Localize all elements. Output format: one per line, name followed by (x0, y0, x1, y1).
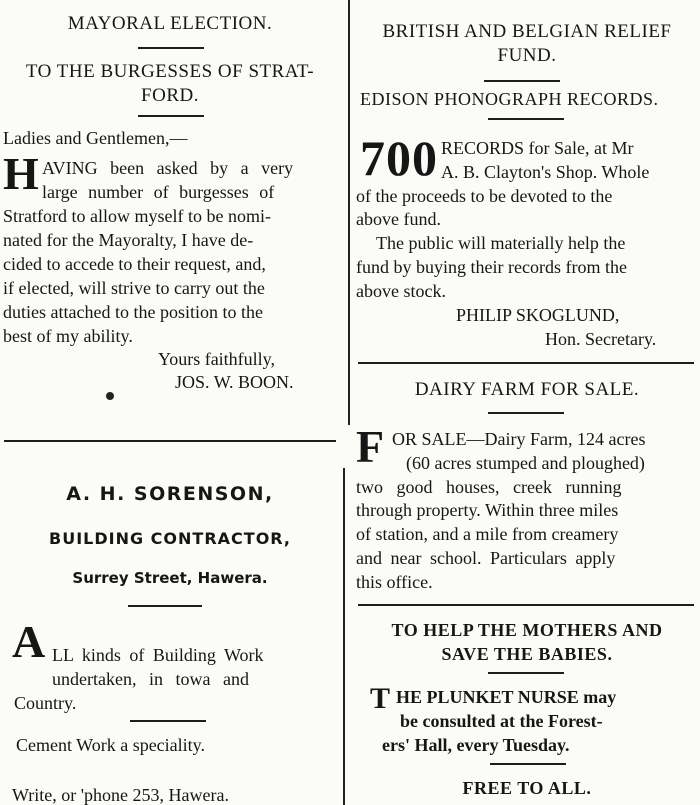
mayoral-salutation: Ladies and Gentlemen,— (3, 128, 188, 148)
relief-role: Hon. Secretary. (545, 329, 657, 349)
sorenson-text-line: undertaken, in towa and (52, 669, 249, 689)
mayoral-text-line: Stratford to allow myself to be nomi- (3, 206, 271, 226)
dairy-text-line: (60 acres stumped and ploughed) (406, 453, 645, 473)
sorenson-trade: BUILDING CONTRACTOR, (49, 529, 291, 548)
sorenson-contact: Write, or 'phone 253, Hawera. (12, 785, 229, 805)
relief-text-line: of the proceeds to be devoted to the (356, 186, 613, 206)
mayoral-text-line: if elected, will strive to carry out the (3, 278, 265, 298)
divider (488, 118, 564, 120)
sorenson-text-line: LL kinds of Building Work (52, 645, 264, 665)
divider (488, 412, 564, 414)
dairy-text-line: of station, and a mile from creamery (356, 524, 619, 544)
mayoral-heading: TO THE BURGESSES OF STRAT- (25, 61, 315, 82)
dairy-text-line: OR SALE—Dairy Farm, 124 acres (392, 429, 646, 449)
plunket-text-line: be consulted at the Forest- (400, 711, 603, 731)
drop-cap: F (356, 421, 385, 472)
mayoral-text-line: large number of burgesses of (42, 182, 275, 202)
column-rule (348, 0, 350, 425)
plunket-text-line: ers' Hall, every Tuesday. (382, 735, 570, 755)
plunket-footer: FREE TO ALL. (462, 778, 592, 798)
mayoral-closing: Yours faithfully, (158, 349, 276, 369)
plunket-title: SAVE THE BABIES. (441, 644, 613, 664)
divider (484, 80, 560, 82)
ink-blot (106, 392, 114, 400)
sorenson-speciality: Cement Work a speciality. (16, 735, 205, 755)
mayoral-text-line: nated for the Mayoralty, I have de- (3, 230, 254, 250)
dairy-title: DAIRY FARM FOR SALE. (414, 379, 640, 400)
relief-text-line: above stock. (356, 281, 446, 301)
relief-text-line: fund by buying their records from the (356, 257, 627, 277)
mayoral-text-line: cided to accede to their request, and, (3, 254, 266, 274)
drop-cap: H (3, 148, 39, 199)
section-divider (358, 604, 694, 606)
divider (490, 763, 566, 765)
divider (488, 672, 564, 674)
relief-text-line: A. B. Clayton's Shop. Whole (441, 162, 650, 182)
divider (138, 47, 204, 49)
plunket-text-line: HE PLUNKET NURSE may (396, 687, 617, 707)
relief-text-line: RECORDS for Sale, at Mr (441, 138, 634, 158)
sorenson-text-line: Country. (14, 693, 77, 713)
sorenson-name: A. H. SORENSON, (66, 483, 274, 505)
sorenson-address: Surrey Street, Hawera. (72, 569, 268, 587)
relief-title: BRITISH AND BELGIAN RELIEF (382, 21, 672, 42)
relief-title: FUND. (497, 45, 557, 66)
mayoral-heading: FORD. (141, 85, 199, 106)
mayoral-text-line: AVING been asked by a very (42, 158, 294, 178)
dairy-text-line: this office. (356, 572, 433, 592)
divider (128, 605, 202, 607)
mayoral-title: MAYORAL ELECTION. (67, 13, 273, 34)
mayoral-text-line: best of my ability. (3, 326, 133, 346)
dairy-text-line: two good houses, creek running (356, 477, 622, 497)
big-number: 700 (360, 130, 438, 186)
relief-text-line: above fund. (356, 209, 441, 229)
relief-text-line: The public will materially help the (376, 233, 626, 253)
relief-signature: PHILIP SKOGLUND, (456, 305, 620, 325)
section-divider (4, 440, 336, 442)
divider (138, 115, 204, 117)
column-rule (343, 468, 345, 805)
plunket-title: TO HELP THE MOTHERS AND (391, 620, 663, 640)
mayoral-text-line: duties attached to the position to the (3, 302, 263, 322)
section-divider (358, 362, 694, 364)
relief-subtitle: EDISON PHONOGRAPH RECORDS. (360, 89, 659, 109)
drop-cap: T (370, 682, 391, 715)
mayoral-signature: JOS. W. BOON. (175, 372, 294, 392)
divider (130, 720, 206, 722)
drop-cap: A (12, 616, 46, 667)
dairy-text-line: and near school. Particulars apply (356, 548, 616, 568)
dairy-text-line: through property. Within three miles (356, 500, 619, 520)
